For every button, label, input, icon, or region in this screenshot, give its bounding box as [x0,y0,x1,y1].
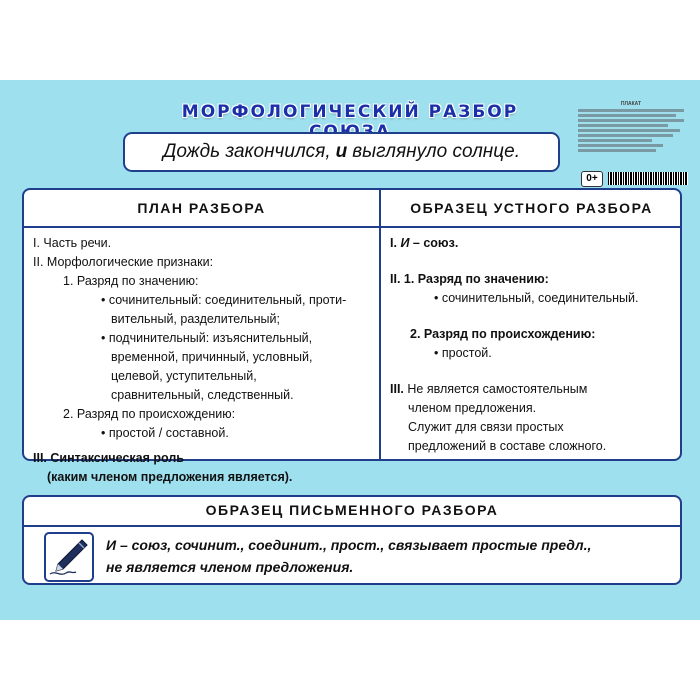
oral-part-rest: – союз. [412,236,459,250]
plan-rank-origin: 2. Разряд по происхождению: [63,407,236,421]
page-title: МОРФОЛОГИЧЕСКИЙ РАЗБОР [181,102,519,122]
written-line-1: И – союз, сочинит., соединит., прост., связывает простые предл., [106,537,592,553]
written-line-2: не является членом предложения. [106,559,354,575]
oral-header: ОБРАЗЕЦ УСТНОГО РАЗБОРА [410,200,653,216]
publisher-imprint [578,102,684,174]
written-header: ОБРАЗЕЦ ПИСЬМЕННОГО РАЗБОРА [205,502,499,518]
plan-header: ПЛАН РАЗБОРА [137,200,266,216]
example-sentence [123,132,560,172]
plan-coordinating-cont: вительный, разделительный; [111,312,280,326]
analysis-table [22,188,682,484]
example-before: Дождь закончился, [163,141,331,162]
oral-syntax [390,380,680,399]
oral-rank-origin-value: • простой. [434,346,492,360]
plan-subordinating-cont: сравнительный, следственный. [111,388,294,402]
written-analysis-panel [22,495,682,585]
oral-part [390,234,680,253]
plan-morph: II. Морфологические признаки: [33,255,214,269]
poster [0,80,700,620]
oral-rank-meaning: II. 1. Разряд по значению: [390,272,549,286]
oral-syntax-cont: Служит для связи простых [408,420,564,434]
oral-rank-origin: 2. Разряд по происхождению: [410,327,596,341]
plan-syntax-cont: (каким членом предложения является). [47,470,293,484]
oral-column [390,234,680,456]
plan-subordinating-cont: целевой, уступительный, [111,369,257,383]
plan-subordinating: • подчинительный: изъяснительный, [101,331,313,345]
oral-syntax-cont: членом предложения. [408,401,537,415]
age-rating-badge: 0+ [581,171,603,187]
column-divider [379,190,381,459]
oral-rank-meaning-value: • сочинительный, соединительный. [434,291,639,305]
pen-icon [44,532,94,582]
barcode [608,172,688,185]
imprint-heading: ПЛАКАТ [620,101,642,107]
plan-rank-meaning: 1. Разряд по значению: [63,274,199,288]
plan-coordinating: • сочинительный: соединительный, проти- [101,293,347,307]
plan-subordinating-cont: временной, причинный, условный, [111,350,313,364]
header-divider [24,226,680,228]
oral-syntax-num: III. [390,382,404,396]
oral-syntax-text: Не является самостоятельным [407,382,588,396]
pen-icon-graphic [46,534,92,580]
plan-syntax: III. Синтаксическая роль [33,451,184,465]
plan-origin-value: • простой / составной. [101,426,229,440]
example-after: выглянуло солнце. [352,141,520,162]
example-conjunction: и [335,141,348,162]
written-divider [24,525,680,527]
plan-column [33,234,373,487]
plan-part: I. Часть речи. [33,236,112,250]
oral-syntax-cont: предложений в составе сложного. [408,439,607,453]
oral-part-word: И [400,236,410,250]
written-sample [106,534,676,578]
oral-part-num: I. [390,236,397,250]
